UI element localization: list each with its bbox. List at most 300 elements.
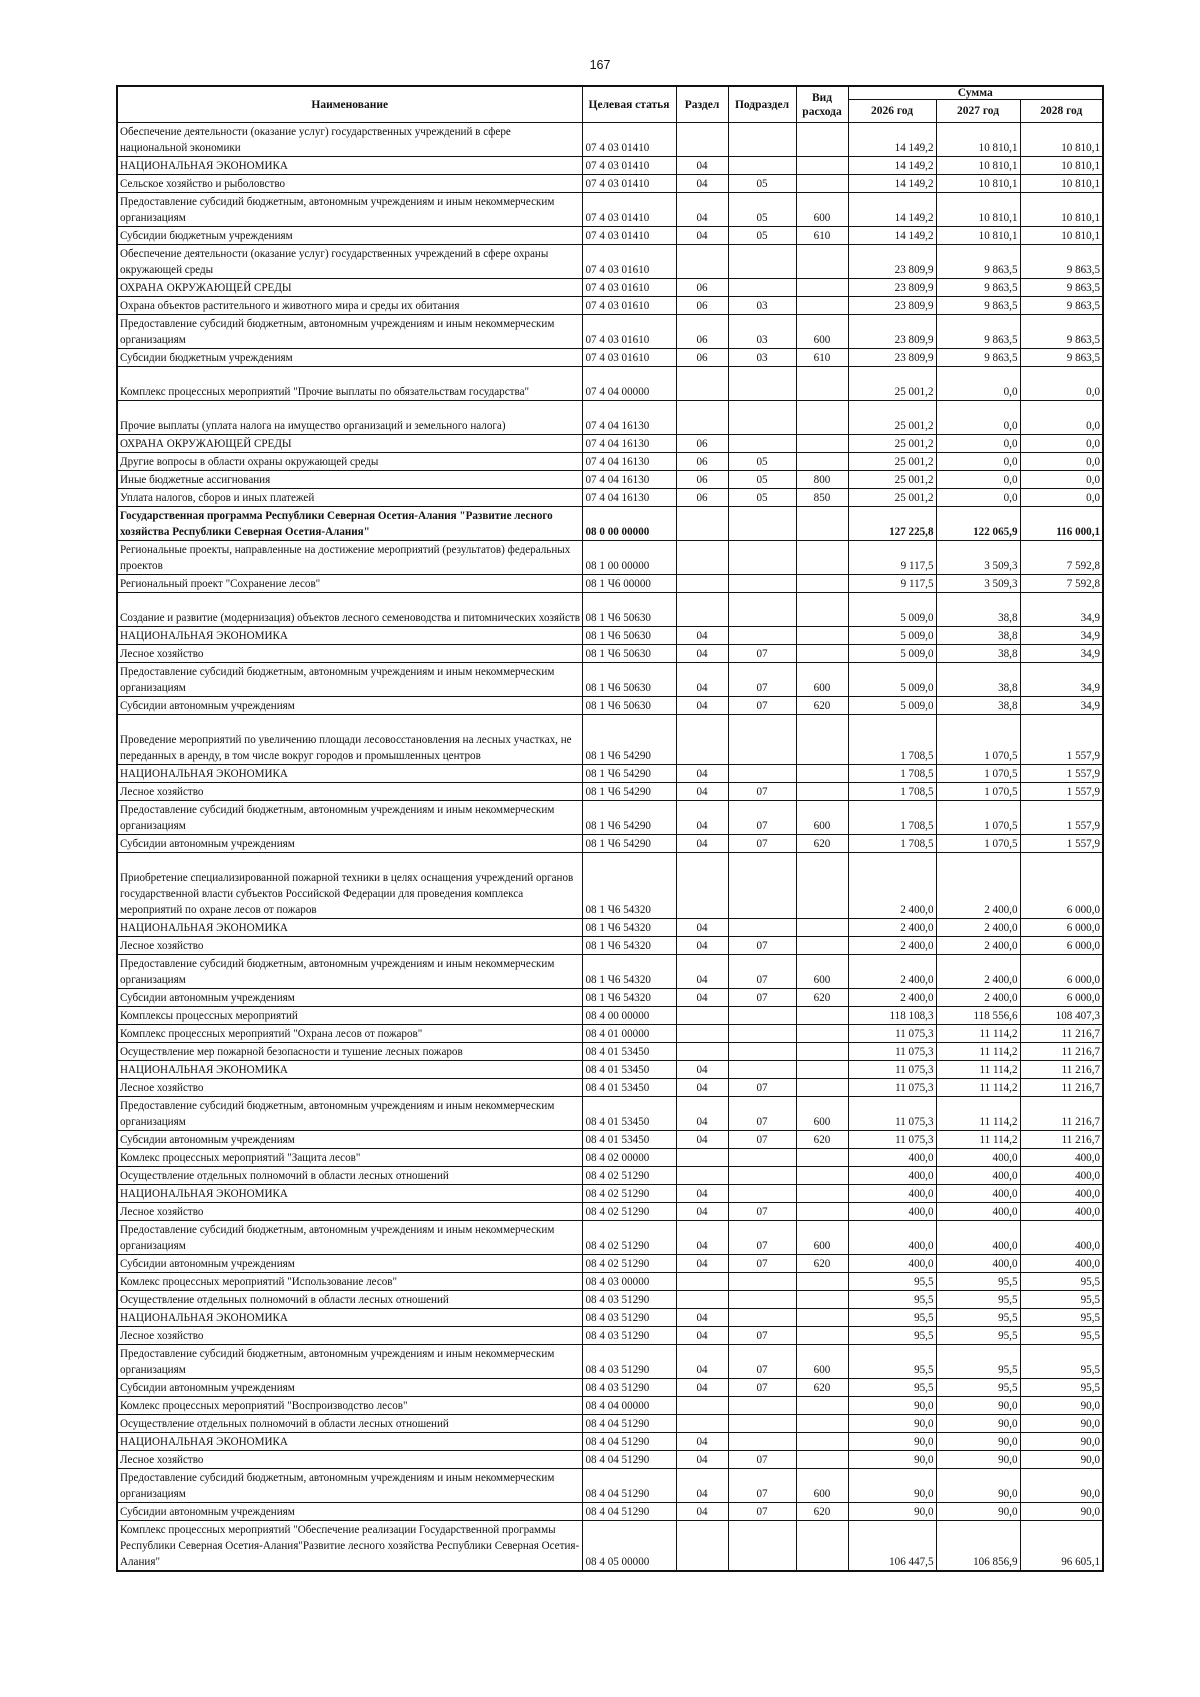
row-name: Лесное хозяйство — [117, 937, 582, 955]
row-name: Субсидии бюджетным учреждениям — [117, 227, 582, 245]
header-year-2026: 2026 год — [848, 100, 936, 123]
row-name: Субсидии автономным учреждениям — [117, 1503, 582, 1521]
row-target-code: 07 4 04 16130 — [582, 401, 676, 435]
row-sum-2027: 1 070,5 — [936, 835, 1020, 853]
table-row — [117, 1309, 1103, 1327]
header-subsection: Подраздел — [728, 86, 796, 123]
table-row — [117, 1203, 1103, 1221]
row-expense-type — [796, 1167, 848, 1185]
row-sum-2026: 400,0 — [848, 1255, 936, 1273]
row-subsection — [728, 853, 796, 919]
row-sum-2027: 0,0 — [936, 453, 1020, 471]
row-section: 04 — [676, 1131, 728, 1149]
row-expense-type — [796, 279, 848, 297]
row-sum-2027: 0,0 — [936, 489, 1020, 507]
row-expense-type — [796, 1309, 848, 1327]
row-expense-type: 600 — [796, 315, 848, 349]
row-sum-2028: 10 810,1 — [1020, 193, 1103, 227]
row-sum-2026: 127 225,8 — [848, 507, 936, 541]
row-section — [676, 123, 728, 157]
row-name: Осуществление отдельных полномочий в области лесных отношений — [117, 1291, 582, 1309]
row-sum-2026: 5 009,0 — [848, 627, 936, 645]
row-subsection: 07 — [728, 663, 796, 697]
row-name: Уплата налогов, сборов и иных платежей — [117, 489, 582, 507]
table-row — [117, 123, 1103, 157]
row-expense-type: 600 — [796, 801, 848, 835]
row-subsection — [728, 1309, 796, 1327]
row-sum-2028: 7 592,8 — [1020, 575, 1103, 593]
row-target-code: 08 4 01 53450 — [582, 1061, 676, 1079]
row-sum-2026: 14 149,2 — [848, 227, 936, 245]
row-sum-2026: 90,0 — [848, 1451, 936, 1469]
row-sum-2026: 1 708,5 — [848, 765, 936, 783]
row-target-code: 08 0 00 00000 — [582, 507, 676, 541]
row-section — [676, 1273, 728, 1291]
row-section — [676, 401, 728, 435]
page-number: 167 — [589, 58, 611, 72]
row-expense-type — [796, 1521, 848, 1572]
row-subsection: 03 — [728, 315, 796, 349]
row-section: 04 — [676, 937, 728, 955]
table-row — [117, 1149, 1103, 1167]
row-sum-2026: 25 001,2 — [848, 401, 936, 435]
row-expense-type — [796, 919, 848, 937]
row-sum-2026: 5 009,0 — [848, 697, 936, 715]
row-subsection — [728, 1061, 796, 1079]
row-name: НАЦИОНАЛЬНАЯ ЭКОНОМИКА — [117, 627, 582, 645]
row-section: 06 — [676, 453, 728, 471]
row-target-code: 08 4 04 51290 — [582, 1433, 676, 1451]
table-row — [117, 697, 1103, 715]
row-name: Комплекс процессных мероприятий "Обеспечение реализации Государственной программы Республики Северная Осетия-Алания"Развитие лесного хозяйства Республики Северная Осетия-Алания" — [117, 1521, 582, 1572]
row-expense-type — [796, 1415, 848, 1433]
row-sum-2027: 1 070,5 — [936, 783, 1020, 801]
row-sum-2026: 118 108,3 — [848, 1007, 936, 1025]
row-sum-2026: 90,0 — [848, 1415, 936, 1433]
row-section: 04 — [676, 1061, 728, 1079]
row-target-code: 08 4 03 51290 — [582, 1309, 676, 1327]
table-row — [117, 315, 1103, 349]
table-row — [117, 1097, 1103, 1131]
row-sum-2027: 10 810,1 — [936, 227, 1020, 245]
table-row — [117, 245, 1103, 279]
row-sum-2027: 0,0 — [936, 471, 1020, 489]
row-subsection: 07 — [728, 955, 796, 989]
table-row — [117, 835, 1103, 853]
row-name: Обеспечение деятельности (оказание услуг) государственных учреждений в сфере национальной экономики — [117, 123, 582, 157]
row-section — [676, 1149, 728, 1167]
row-sum-2028: 11 216,7 — [1020, 1025, 1103, 1043]
table-row — [117, 1255, 1103, 1273]
row-sum-2026: 14 149,2 — [848, 175, 936, 193]
row-subsection — [728, 157, 796, 175]
table-row — [117, 1503, 1103, 1521]
row-target-code: 08 4 02 51290 — [582, 1167, 676, 1185]
row-name: Проведение мероприятий по увеличению площади лесовосстановления на лесных участках, не переданных в аренду, в том числе вокруг городов и промышленных центров — [117, 715, 582, 765]
row-sum-2028: 9 863,5 — [1020, 315, 1103, 349]
row-subsection — [728, 1185, 796, 1203]
row-sum-2026: 5 009,0 — [848, 663, 936, 697]
row-expense-type — [796, 175, 848, 193]
row-name: Субсидии автономным учреждениям — [117, 1255, 582, 1273]
table-row — [117, 1415, 1103, 1433]
row-sum-2026: 14 149,2 — [848, 123, 936, 157]
row-target-code: 08 1 Ч6 54320 — [582, 853, 676, 919]
row-section: 04 — [676, 1451, 728, 1469]
row-target-code: 08 4 04 00000 — [582, 1397, 676, 1415]
row-target-code: 08 4 04 51290 — [582, 1415, 676, 1433]
row-target-code: 08 4 03 51290 — [582, 1327, 676, 1345]
row-name: Предоставление субсидий бюджетным, автономным учреждениям и иным некоммерческим организациям — [117, 1469, 582, 1503]
row-section: 04 — [676, 835, 728, 853]
table-row — [117, 1345, 1103, 1379]
row-expense-type — [796, 715, 848, 765]
row-sum-2026: 23 809,9 — [848, 279, 936, 297]
row-target-code: 07 4 04 16130 — [582, 453, 676, 471]
row-target-code: 08 1 Ч6 54320 — [582, 919, 676, 937]
row-sum-2027: 90,0 — [936, 1469, 1020, 1503]
row-target-code: 08 1 Ч6 50630 — [582, 663, 676, 697]
row-section — [676, 1167, 728, 1185]
row-subsection: 07 — [728, 1255, 796, 1273]
row-expense-type — [796, 1291, 848, 1309]
row-sum-2026: 95,5 — [848, 1273, 936, 1291]
row-section: 04 — [676, 1309, 728, 1327]
row-name: Лесное хозяйство — [117, 1079, 582, 1097]
table-row — [117, 227, 1103, 245]
row-sum-2026: 1 708,5 — [848, 801, 936, 835]
row-sum-2027: 95,5 — [936, 1379, 1020, 1397]
row-section: 04 — [676, 227, 728, 245]
row-name: НАЦИОНАЛЬНАЯ ЭКОНОМИКА — [117, 765, 582, 783]
row-target-code: 08 4 01 53450 — [582, 1097, 676, 1131]
row-section — [676, 245, 728, 279]
row-section: 06 — [676, 349, 728, 367]
table-row — [117, 955, 1103, 989]
row-sum-2026: 25 001,2 — [848, 489, 936, 507]
row-sum-2027: 0,0 — [936, 401, 1020, 435]
row-name: НАЦИОНАЛЬНАЯ ЭКОНОМИКА — [117, 157, 582, 175]
row-expense-type: 620 — [796, 1503, 848, 1521]
row-sum-2028: 11 216,7 — [1020, 1131, 1103, 1149]
row-target-code: 07 4 03 01610 — [582, 315, 676, 349]
row-sum-2028: 90,0 — [1020, 1415, 1103, 1433]
row-subsection — [728, 1433, 796, 1451]
row-subsection: 07 — [728, 1221, 796, 1255]
row-sum-2027: 11 114,2 — [936, 1043, 1020, 1061]
row-section: 04 — [676, 1097, 728, 1131]
row-name: Прочие выплаты (уплата налога на имущество организаций и земельного налога) — [117, 401, 582, 435]
row-sum-2026: 95,5 — [848, 1379, 936, 1397]
row-sum-2027: 11 114,2 — [936, 1061, 1020, 1079]
row-expense-type: 600 — [796, 955, 848, 989]
row-target-code: 08 1 Ч6 54290 — [582, 835, 676, 853]
row-name: Комлекс процессных мероприятий "Использование лесов" — [117, 1273, 582, 1291]
row-sum-2026: 95,5 — [848, 1345, 936, 1379]
row-section: 04 — [676, 1079, 728, 1097]
row-target-code: 08 4 02 51290 — [582, 1221, 676, 1255]
row-section: 04 — [676, 801, 728, 835]
row-name: Другие вопросы в области охраны окружающей среды — [117, 453, 582, 471]
row-name: Субсидии автономным учреждениям — [117, 989, 582, 1007]
row-expense-type — [796, 245, 848, 279]
row-target-code: 08 1 Ч6 54290 — [582, 801, 676, 835]
row-sum-2026: 90,0 — [848, 1397, 936, 1415]
row-expense-type — [796, 541, 848, 575]
row-sum-2028: 96 605,1 — [1020, 1521, 1103, 1572]
row-section — [676, 541, 728, 575]
row-sum-2027: 2 400,0 — [936, 853, 1020, 919]
row-sum-2027: 95,5 — [936, 1345, 1020, 1379]
row-target-code: 07 4 03 01410 — [582, 227, 676, 245]
row-sum-2027: 400,0 — [936, 1167, 1020, 1185]
row-sum-2028: 34,9 — [1020, 645, 1103, 663]
row-target-code: 08 1 Ч6 00000 — [582, 575, 676, 593]
row-subsection — [728, 123, 796, 157]
row-target-code: 07 4 03 01410 — [582, 123, 676, 157]
row-sum-2026: 95,5 — [848, 1309, 936, 1327]
table-row — [117, 175, 1103, 193]
row-target-code: 08 4 03 00000 — [582, 1273, 676, 1291]
row-subsection — [728, 1397, 796, 1415]
row-expense-type — [796, 507, 848, 541]
row-sum-2026: 11 075,3 — [848, 1061, 936, 1079]
row-expense-type — [796, 1397, 848, 1415]
row-name: Комлекс процессных мероприятий "Защита лесов" — [117, 1149, 582, 1167]
row-sum-2026: 9 117,5 — [848, 575, 936, 593]
row-sum-2026: 5 009,0 — [848, 593, 936, 627]
row-expense-type — [796, 1149, 848, 1167]
row-sum-2028: 95,5 — [1020, 1379, 1103, 1397]
row-sum-2026: 11 075,3 — [848, 1097, 936, 1131]
row-target-code: 07 4 04 16130 — [582, 471, 676, 489]
row-section — [676, 1043, 728, 1061]
row-expense-type — [796, 1433, 848, 1451]
row-sum-2027: 3 509,3 — [936, 541, 1020, 575]
row-target-code: 08 4 01 53450 — [582, 1131, 676, 1149]
row-sum-2026: 2 400,0 — [848, 989, 936, 1007]
row-sum-2026: 14 149,2 — [848, 193, 936, 227]
table-row — [117, 853, 1103, 919]
row-expense-type — [796, 853, 848, 919]
row-name: Предоставление субсидий бюджетным, автономным учреждениям и иным некоммерческим организациям — [117, 315, 582, 349]
row-target-code: 08 4 02 00000 — [582, 1149, 676, 1167]
table-row — [117, 1291, 1103, 1309]
row-sum-2028: 7 592,8 — [1020, 541, 1103, 575]
table-row — [117, 1397, 1103, 1415]
row-subsection — [728, 245, 796, 279]
row-target-code: 08 4 05 00000 — [582, 1521, 676, 1572]
row-sum-2026: 90,0 — [848, 1503, 936, 1521]
row-subsection: 07 — [728, 1203, 796, 1221]
row-target-code: 07 4 04 16130 — [582, 435, 676, 453]
row-sum-2028: 9 863,5 — [1020, 279, 1103, 297]
row-sum-2028: 1 557,9 — [1020, 783, 1103, 801]
table-row — [117, 1131, 1103, 1149]
row-subsection: 07 — [728, 1079, 796, 1097]
row-subsection: 05 — [728, 175, 796, 193]
row-sum-2028: 0,0 — [1020, 471, 1103, 489]
row-expense-type — [796, 1079, 848, 1097]
table-row — [117, 489, 1103, 507]
row-subsection — [728, 279, 796, 297]
row-subsection — [728, 919, 796, 937]
row-target-code: 08 4 02 51290 — [582, 1203, 676, 1221]
row-sum-2028: 9 863,5 — [1020, 349, 1103, 367]
table-row — [117, 1061, 1103, 1079]
row-section: 04 — [676, 783, 728, 801]
row-sum-2027: 2 400,0 — [936, 919, 1020, 937]
row-target-code: 07 4 04 16130 — [582, 489, 676, 507]
row-target-code: 08 1 Ч6 50630 — [582, 593, 676, 627]
row-sum-2027: 1 070,5 — [936, 715, 1020, 765]
table-row — [117, 627, 1103, 645]
table-row — [117, 1221, 1103, 1255]
row-target-code: 08 4 01 00000 — [582, 1025, 676, 1043]
row-target-code: 07 4 03 01610 — [582, 245, 676, 279]
row-target-code: 07 4 03 01410 — [582, 175, 676, 193]
row-section: 04 — [676, 627, 728, 645]
row-name: НАЦИОНАЛЬНАЯ ЭКОНОМИКА — [117, 1061, 582, 1079]
table-row — [117, 1379, 1103, 1397]
row-sum-2027: 90,0 — [936, 1397, 1020, 1415]
row-expense-type: 620 — [796, 1379, 848, 1397]
row-sum-2028: 11 216,7 — [1020, 1079, 1103, 1097]
row-sum-2026: 5 009,0 — [848, 645, 936, 663]
table-row — [117, 937, 1103, 955]
row-target-code: 08 4 02 51290 — [582, 1255, 676, 1273]
row-section: 06 — [676, 489, 728, 507]
row-target-code: 08 4 04 51290 — [582, 1451, 676, 1469]
row-expense-type — [796, 593, 848, 627]
row-sum-2026: 23 809,9 — [848, 349, 936, 367]
table-row — [117, 1521, 1103, 1572]
row-target-code: 08 4 03 51290 — [582, 1345, 676, 1379]
row-target-code: 08 4 00 00000 — [582, 1007, 676, 1025]
row-subsection — [728, 627, 796, 645]
row-sum-2028: 90,0 — [1020, 1397, 1103, 1415]
row-sum-2028: 34,9 — [1020, 627, 1103, 645]
row-subsection: 05 — [728, 227, 796, 245]
row-expense-type — [796, 1007, 848, 1025]
row-sum-2028: 90,0 — [1020, 1503, 1103, 1521]
row-expense-type — [796, 1061, 848, 1079]
row-section: 04 — [676, 1469, 728, 1503]
row-name: Субсидии автономным учреждениям — [117, 1379, 582, 1397]
row-sum-2027: 38,8 — [936, 593, 1020, 627]
table-row — [117, 989, 1103, 1007]
row-name: Осуществление мер пожарной безопасности и тушение лесных пожаров — [117, 1043, 582, 1061]
table-row — [117, 1025, 1103, 1043]
row-target-code: 08 1 Ч6 54320 — [582, 937, 676, 955]
row-expense-type: 600 — [796, 1345, 848, 1379]
row-expense-type — [796, 435, 848, 453]
row-sum-2028: 400,0 — [1020, 1221, 1103, 1255]
row-sum-2028: 6 000,0 — [1020, 853, 1103, 919]
row-name: Комплексы процессных мероприятий — [117, 1007, 582, 1025]
row-sum-2026: 25 001,2 — [848, 453, 936, 471]
row-sum-2028: 1 557,9 — [1020, 715, 1103, 765]
table-row — [117, 715, 1103, 765]
table-row — [117, 1007, 1103, 1025]
row-target-code: 08 1 Ч6 54290 — [582, 783, 676, 801]
row-subsection — [728, 541, 796, 575]
row-name: НАЦИОНАЛЬНАЯ ЭКОНОМИКА — [117, 919, 582, 937]
table-row — [117, 593, 1103, 627]
row-subsection: 05 — [728, 471, 796, 489]
row-sum-2026: 11 075,3 — [848, 1079, 936, 1097]
row-name: НАЦИОНАЛЬНАЯ ЭКОНОМИКА — [117, 1433, 582, 1451]
row-subsection: 07 — [728, 645, 796, 663]
row-sum-2027: 2 400,0 — [936, 989, 1020, 1007]
row-expense-type — [796, 1203, 848, 1221]
row-sum-2028: 1 557,9 — [1020, 765, 1103, 783]
row-subsection — [728, 715, 796, 765]
header-sum: Сумма — [848, 86, 1103, 100]
row-target-code: 08 1 00 00000 — [582, 541, 676, 575]
row-sum-2027: 38,8 — [936, 645, 1020, 663]
row-sum-2028: 0,0 — [1020, 401, 1103, 435]
row-sum-2026: 25 001,2 — [848, 367, 936, 401]
row-target-code: 08 4 03 51290 — [582, 1291, 676, 1309]
row-sum-2026: 2 400,0 — [848, 955, 936, 989]
row-sum-2028: 90,0 — [1020, 1451, 1103, 1469]
row-subsection — [728, 401, 796, 435]
table-row — [117, 157, 1103, 175]
row-subsection: 07 — [728, 1379, 796, 1397]
row-sum-2028: 0,0 — [1020, 367, 1103, 401]
row-sum-2028: 90,0 — [1020, 1433, 1103, 1451]
row-section — [676, 575, 728, 593]
row-name: Предоставление субсидий бюджетным, автономным учреждениям и иным некоммерческим организациям — [117, 1097, 582, 1131]
row-sum-2026: 23 809,9 — [848, 297, 936, 315]
row-section: 04 — [676, 1221, 728, 1255]
row-section — [676, 1291, 728, 1309]
row-expense-type — [796, 1327, 848, 1345]
row-name: Региональный проект "Сохранение лесов" — [117, 575, 582, 593]
row-expense-type: 600 — [796, 1469, 848, 1503]
row-name: Региональные проекты, направленные на достижение мероприятий (результатов) федеральных проектов — [117, 541, 582, 575]
row-name: Комлекс процессных мероприятий "Воспроизводство лесов" — [117, 1397, 582, 1415]
row-sum-2027: 90,0 — [936, 1415, 1020, 1433]
row-name: Создание и развитие (модернизация) объектов лесного семеноводства и питомнических хозяйств — [117, 593, 582, 627]
row-expense-type: 620 — [796, 1131, 848, 1149]
row-expense-type: 600 — [796, 1097, 848, 1131]
row-sum-2026: 1 708,5 — [848, 835, 936, 853]
row-sum-2028: 6 000,0 — [1020, 937, 1103, 955]
row-section — [676, 853, 728, 919]
row-section: 04 — [676, 1203, 728, 1221]
row-expense-type — [796, 783, 848, 801]
row-section: 04 — [676, 955, 728, 989]
row-subsection: 07 — [728, 1097, 796, 1131]
row-expense-type: 620 — [796, 697, 848, 715]
row-target-code: 08 4 02 51290 — [582, 1185, 676, 1203]
row-sum-2027: 400,0 — [936, 1185, 1020, 1203]
header-expense-type: Вид расхода — [796, 86, 848, 123]
row-name: Субсидии бюджетным учреждениям — [117, 349, 582, 367]
row-sum-2026: 2 400,0 — [848, 937, 936, 955]
row-section — [676, 1025, 728, 1043]
row-expense-type — [796, 123, 848, 157]
row-sum-2026: 95,5 — [848, 1291, 936, 1309]
row-sum-2028: 0,0 — [1020, 489, 1103, 507]
row-sum-2028: 95,5 — [1020, 1345, 1103, 1379]
row-section: 06 — [676, 471, 728, 489]
row-section: 04 — [676, 1327, 728, 1345]
header-year-2028: 2028 год — [1020, 100, 1103, 123]
row-subsection — [728, 1291, 796, 1309]
